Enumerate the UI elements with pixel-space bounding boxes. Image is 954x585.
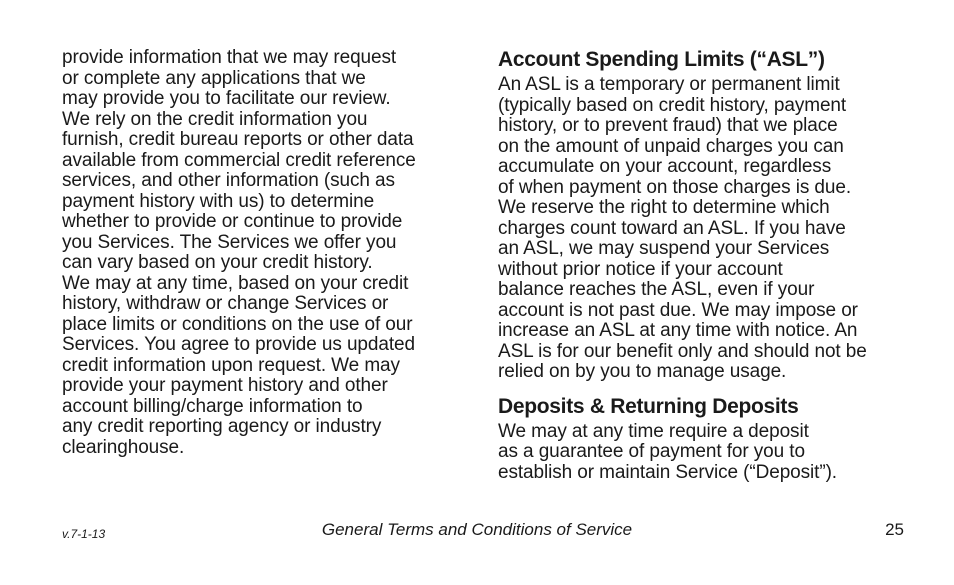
left-column-text-line: We may at any time, based on your credit — [62, 272, 409, 294]
asl-text-line: without prior notice if your account — [498, 258, 783, 280]
left-column-text-line: provide information that we may request — [62, 47, 397, 68]
asl-text-line: history, or to prevent fraud) that we place — [498, 115, 838, 136]
section-body-deposits — [498, 422, 910, 484]
left-column-text-line: services, and other information (such as — [62, 170, 395, 191]
footer-version: v.7-1-13 — [62, 527, 106, 541]
asl-text-line: We reserve the right to determine which — [498, 197, 830, 218]
left-column-text-line: history, withdraw or change Services or — [62, 293, 389, 314]
deposits-text-line: We may at any time require a deposit — [498, 420, 809, 442]
left-column-text-line: or complete any applications that we — [62, 67, 366, 89]
asl-text-line: increase an ASL at any time with notice. An — [498, 320, 858, 341]
deposits-text-line: establish or maintain Service (“Deposit”). — [498, 461, 837, 483]
right-column — [498, 47, 910, 483]
asl-text-line: on the amount of unpaid charges you can — [498, 135, 844, 157]
asl-text-line: ASL is for our benefit only and should not be — [498, 340, 867, 362]
left-column-text-line: provide your payment history and other — [62, 375, 388, 396]
asl-text-line: accumulate on your account, regardless — [498, 156, 832, 177]
page-number: 25 — [885, 520, 904, 539]
asl-text-line: balance reaches the ASL, even if your — [498, 279, 815, 300]
left-column-text-line: We rely on the credit information you — [62, 108, 368, 130]
section-heading-deposits: Deposits & Returning Deposits — [498, 394, 799, 418]
asl-text-line: account is not past due. We may impose or — [498, 299, 858, 321]
left-column-text-line: available from commercial credit reference — [62, 149, 416, 171]
deposits-text-line: as a guarantee of payment for you to — [498, 441, 805, 462]
asl-text-line: charges count toward an ASL. If you have — [498, 217, 846, 239]
asl-text-line: An ASL is a temporary or permanent limit — [498, 74, 840, 95]
asl-text-line: of when payment on those charges is due. — [498, 176, 852, 198]
asl-text-line: (typically based on credit history, payment — [498, 94, 847, 116]
asl-text-line: relied on by you to manage usage. — [498, 361, 787, 382]
left-column-text-line: place limits or conditions on the use of our — [62, 313, 413, 335]
left-column-text-line: can vary based on your credit history. — [62, 252, 373, 273]
left-column — [62, 48, 470, 458]
left-column-text-line: account billing/charge information to — [62, 395, 363, 417]
footer-title — [0, 520, 954, 540]
left-column-text-line: whether to provide or continue to provide — [62, 211, 403, 232]
footer-title-text: General Terms and Conditions of Service — [321, 520, 633, 539]
section-heading-account-spending-limits: Account Spending Limits (“ASL”) — [498, 48, 825, 71]
left-column-text-line: may provide you to facilitate our review. — [62, 88, 391, 109]
left-column-text-line: Services. You agree to provide us updated — [62, 334, 415, 355]
left-column-text-line: clearinghouse. — [62, 436, 185, 458]
section-body-account-spending-limits — [498, 75, 910, 383]
asl-text-line: an ASL, we may suspend your Services — [498, 238, 830, 259]
left-column-text-line: credit information upon request. We may — [62, 354, 400, 376]
left-column-text-line: any credit reporting agency or industry — [62, 416, 382, 437]
left-column-text-line: payment history with us) to determine — [62, 190, 375, 212]
left-column-text-line: furnish, credit bureau reports or other data — [62, 129, 414, 150]
left-column-text-line: you Services. The Services we offer you — [62, 231, 397, 253]
